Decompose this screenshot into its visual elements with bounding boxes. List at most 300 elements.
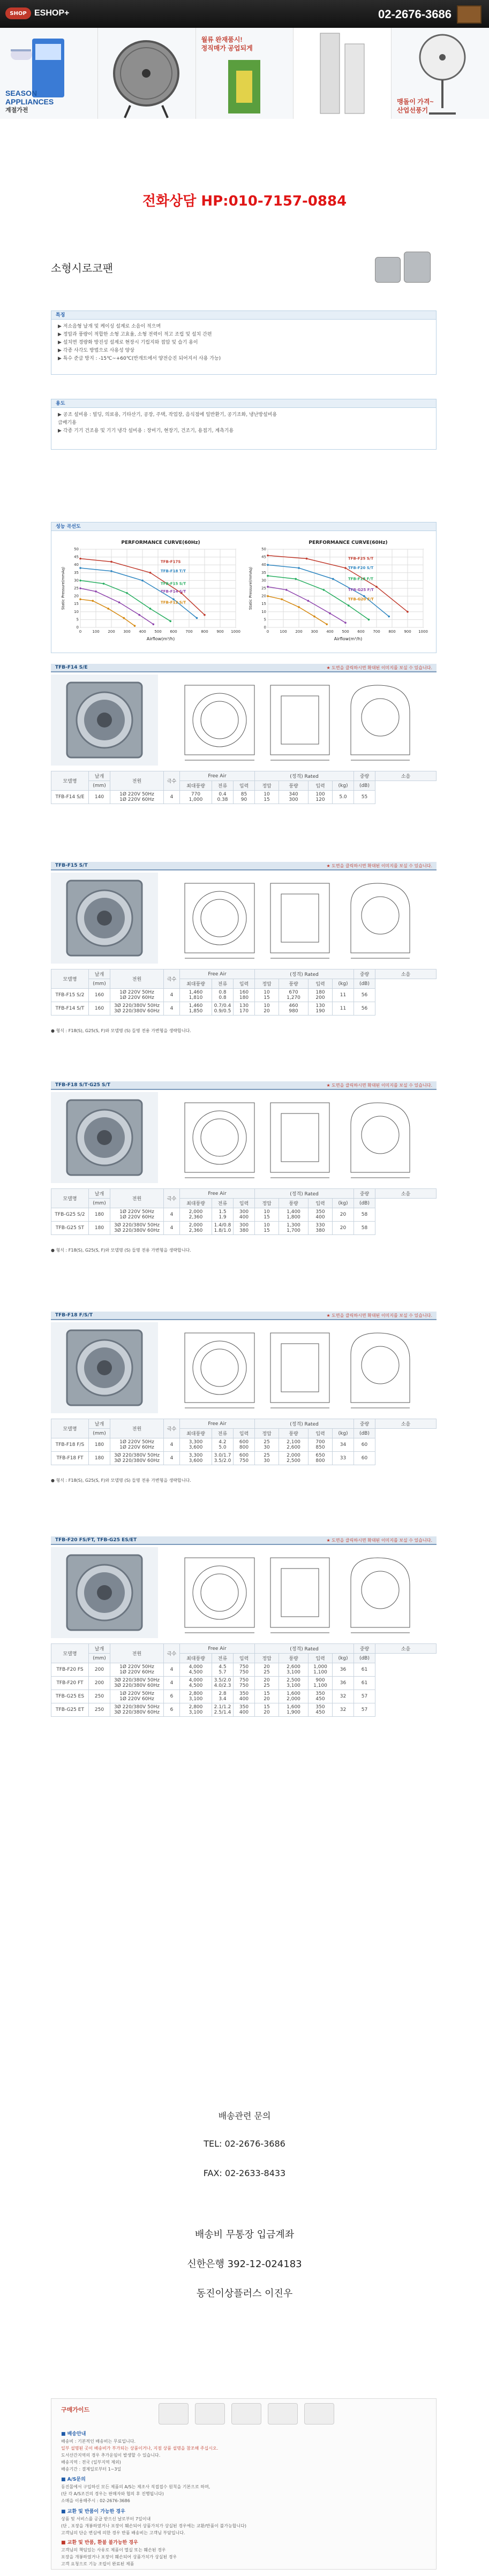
spec-cell-flow: 1,460 1,810	[180, 989, 212, 1002]
data-point	[92, 600, 94, 602]
spec-cell-pole: 4	[164, 1663, 180, 1677]
spec-row	[51, 1663, 437, 1677]
x-tick-label: 500	[154, 630, 162, 634]
guide-exchange	[61, 2509, 425, 2536]
spec-cell-noise: 58	[354, 1208, 375, 1222]
col-header: 전원	[110, 771, 164, 791]
spec-header-row	[51, 781, 437, 791]
spec-cell-flow: 2,000 2,360	[180, 1222, 212, 1235]
dimension-drawing[interactable]	[174, 1322, 431, 1413]
spec-cell-model: TFB-F14 S/E	[51, 791, 89, 804]
spec-cell-flow: 2,800 3,100	[180, 1690, 212, 1703]
spec-table	[51, 1643, 437, 1717]
col-header: 정압	[255, 781, 279, 791]
col-header: 최대풍량	[180, 1429, 212, 1438]
x-tick-label: 0	[266, 630, 269, 634]
col-header: 정압	[255, 1429, 279, 1438]
logo-badge: SHOP	[5, 7, 31, 19]
spec-cell-model: TFB-G25 S/2	[51, 1208, 89, 1222]
spec-cell-power: 3Ø 220/380V 50Hz 3Ø 220/380V 60Hz	[110, 1452, 164, 1465]
uses-list	[51, 408, 436, 438]
spec-cell-rout: 350 400	[309, 1208, 333, 1222]
model-section	[51, 1312, 437, 1485]
x-axis-label: Airflow(m³/h)	[146, 637, 175, 641]
spec-row	[51, 1222, 437, 1235]
x-tick-label: 600	[357, 630, 365, 634]
spec-cell-sp: 10 15	[255, 791, 279, 804]
fan-photo[interactable]	[51, 1547, 158, 1638]
perf-heading: 성능 곡선도	[51, 522, 436, 531]
data-point	[141, 580, 144, 582]
bank-title: 배송비 무통장 입금계좌	[194, 2229, 295, 2240]
spec-cell-output: 300 400	[234, 1208, 255, 1222]
data-point	[344, 622, 347, 624]
bank-account: 신한은행 392-12-024183	[187, 2259, 302, 2270]
bank-holder: 동진이상플러스 이진우	[196, 2288, 293, 2299]
spec-cell-pole: 4	[164, 989, 180, 1002]
data-point	[138, 614, 140, 616]
spec-row	[51, 1677, 437, 1690]
guide-line: (단 각 A/S조건의 경우는 판매자와 협의 후 진행됩니다)	[61, 2491, 164, 2496]
guide-line: 고객 요청으로 기능 조립이 완료된 제품	[61, 2562, 134, 2566]
spec-cell-output: 750 750	[234, 1663, 255, 1677]
col-header: 소음	[375, 771, 437, 781]
model-section	[51, 1536, 437, 1744]
guide-line: 고객님의 책임있는 사유로 제품이 멸실 또는 훼손된 경우	[61, 2548, 166, 2552]
col-header: 모델명	[51, 1419, 89, 1438]
banner-row	[0, 28, 489, 119]
col-header: 전류	[212, 1429, 234, 1438]
y-tick-label: 35	[74, 570, 79, 575]
section-footnote: ● 형식 : F18(S), G25(S, F)와 모델명 (S) 들명 전용 가변형을 생략합니다.	[51, 1478, 191, 1483]
dimension-drawing[interactable]	[174, 1547, 431, 1638]
spec-row	[51, 1703, 437, 1717]
blower-icon	[294, 28, 391, 119]
spec-cell-noise: 57	[354, 1690, 375, 1703]
data-point	[204, 614, 206, 616]
spec-cell-wing: 160	[89, 989, 110, 1002]
col-header: 소음	[375, 1189, 437, 1199]
x-axis-label: Airflow(m³/h)	[334, 637, 363, 641]
col-header: (dB)	[354, 1199, 375, 1208]
spec-table	[51, 1419, 437, 1465]
model-section-label: TFB-F14 S/E	[55, 665, 88, 670]
col-header: 전류	[212, 1199, 234, 1208]
col-header: 입력	[234, 979, 255, 989]
spec-cell-pole: 4	[164, 1438, 180, 1452]
spec-cell-noise: 61	[354, 1677, 375, 1690]
spec-cell-noise: 58	[354, 1222, 375, 1235]
spec-cell-pole: 4	[164, 1208, 180, 1222]
data-point	[134, 625, 136, 627]
col-header: 소음	[375, 1644, 437, 1654]
performance-chart-1	[59, 537, 241, 645]
col-header: 입력	[309, 1429, 333, 1438]
spec-cell-rout: 650 800	[309, 1452, 333, 1465]
y-tick-label: 40	[74, 563, 79, 567]
col-header: 최대풍량	[180, 1199, 212, 1208]
data-point	[407, 611, 409, 613]
guide-as	[61, 2476, 425, 2504]
section-footnote: ● 형식 : F18(S), G25(S, F)와 모델명 (S) 들명 전용 가변형을 생략합니다.	[51, 1028, 191, 1033]
y-tick-label: 50	[261, 547, 266, 551]
product-image	[370, 249, 434, 286]
series-label: TFB-F12 S/T	[161, 600, 186, 605]
data-point	[110, 570, 112, 572]
spec-cell-model: TFB-G25 ES	[51, 1690, 89, 1703]
model-section-header	[51, 664, 437, 672]
data-point	[79, 598, 81, 601]
use-line: ▶ 공조 설비용 : 빌딩, 의료용, 기타산기, 공장, 주택, 작업장, 음식점에 일반환기, 공기조화, 냉난방설비용	[58, 412, 277, 418]
data-point	[298, 567, 300, 569]
section-footnote: ● 형식 : F18(S), G25(S, F)와 모델명 (S) 들명 전용 가변형을 생략합니다.	[51, 1248, 191, 1253]
dimension-drawing[interactable]	[174, 1092, 431, 1183]
logo-text: ESHOP+	[34, 9, 70, 18]
spec-cell-pole: 4	[164, 1222, 180, 1235]
col-header: (dB)	[354, 1654, 375, 1663]
spec-cell-sp: 10 20	[255, 1002, 279, 1016]
guide-title: 구매가이드	[61, 2406, 90, 2413]
guide-shipping	[61, 2431, 425, 2473]
guide-no-refund-title: ■ 교환 및 반품, 환불 불가능한 경우	[61, 2540, 138, 2545]
zoom-note[interactable]: ★ 도면을 클릭하시면 확대된 이미지를 보실 수 있습니다.	[326, 1083, 432, 1088]
spec-cell-power: 1Ø 220V 50Hz 1Ø 220V 60Hz	[110, 1690, 164, 1703]
spec-cell-flow: 3,300 3,600	[180, 1452, 212, 1465]
spec-cell-rflow: 2,600 3,100	[279, 1663, 309, 1677]
phone-icon	[195, 2403, 225, 2425]
col-header: 모델명	[51, 1189, 89, 1208]
spec-row	[51, 1690, 437, 1703]
performance-chart-2	[246, 537, 428, 645]
spec-cell-weight: 20	[333, 1222, 354, 1235]
spec-header-row	[51, 979, 437, 989]
data-point	[295, 578, 297, 580]
zoom-note[interactable]: ★ 도면을 클릭하시면 확대된 이미지를 보실 수 있습니다.	[326, 863, 432, 868]
col-header: (dB)	[354, 781, 375, 791]
y-tick-label: 5	[76, 617, 79, 622]
col-header: 정압	[255, 1654, 279, 1663]
spec-cell-rflow: 1,600 1,900	[279, 1703, 309, 1717]
spec-header-row	[51, 1189, 437, 1199]
col-header: 입력	[309, 979, 333, 989]
col-header: Free Air	[180, 969, 255, 979]
col-header: 극수	[164, 1189, 180, 1208]
spec-cell-weight: 5.0	[333, 791, 354, 804]
spec-cell-current: 3.5/2.0 4.0/2.3	[212, 1677, 234, 1690]
spec-cell-flow: 1,460 1,850	[180, 1002, 212, 1016]
dimension-drawing-graphic	[174, 1092, 431, 1183]
spec-cell-weight: 11	[333, 989, 354, 1002]
zoom-note[interactable]: ★ 도면을 클릭하시면 확대된 이미지를 보실 수 있습니다.	[326, 1313, 432, 1318]
dimension-drawing[interactable]	[174, 675, 431, 766]
spec-cell-sp: 20 25	[255, 1663, 279, 1677]
data-point	[123, 617, 125, 619]
box-icon	[231, 2403, 261, 2425]
data-point	[267, 564, 269, 566]
product-title: 소형시로코팬	[51, 262, 113, 275]
y-tick-label: 20	[261, 594, 266, 598]
col-header: 중량	[354, 1419, 375, 1429]
y-tick-label: 25	[74, 586, 79, 590]
spec-cell-output: 600 750	[234, 1452, 255, 1465]
model-section-header	[51, 1312, 437, 1320]
y-tick-label: 20	[74, 594, 79, 598]
drum-fan-icon	[98, 28, 195, 119]
data-point	[79, 558, 81, 560]
return-icon	[304, 2403, 334, 2425]
col-header: 풍량	[279, 1199, 309, 1208]
banner-fan[interactable]	[98, 28, 196, 119]
spec-cell-power: 3Ø 220/380V 50Hz 3Ø 220/380V 60Hz	[110, 1002, 164, 1016]
spec-header-row	[51, 1429, 437, 1438]
spec-cell-weight: 32	[333, 1703, 354, 1717]
x-tick-label: 100	[92, 630, 100, 634]
uses-box	[51, 399, 437, 450]
col-header: 날개	[89, 1189, 110, 1199]
guide-line: 일부 설명된 곳이 배송비가 부가되는 상품이거나, 지점 상품 설명을 참조해 주십시오.	[61, 2446, 219, 2451]
spec-cell-rout: 330 380	[309, 1222, 333, 1235]
spec-cell-flow: 4,000 4,500	[180, 1677, 212, 1690]
spec-cell-flow: 770 1,000	[180, 791, 212, 804]
store-icon	[457, 5, 482, 24]
spec-cell-output: 750 750	[234, 1677, 255, 1690]
spec-cell-pole: 6	[164, 1703, 180, 1717]
spec-cell-output: 350 400	[234, 1690, 255, 1703]
banner-tower[interactable]	[294, 28, 392, 119]
spec-cell-rflow: 340 300	[279, 791, 309, 804]
model-section-label: TFB-F20 FS/FT, TFB-G25 ES/ET	[55, 1537, 137, 1543]
spec-cell-current: 1.5 1.9	[212, 1208, 234, 1222]
data-point	[95, 590, 97, 593]
spec-cell-power: 1Ø 220V 50Hz 1Ø 220V 60Hz	[110, 1208, 164, 1222]
col-header: 극수	[164, 969, 180, 989]
spec-cell-sp: 10 15	[255, 1208, 279, 1222]
fan-photo[interactable]	[51, 1092, 158, 1183]
col-header: 전원	[110, 1644, 164, 1663]
spec-cell-flow: 4,000 4,500	[180, 1663, 212, 1677]
card-icon	[268, 2403, 298, 2425]
guide-line: 소매을 이용해주시 : 02-2676-3686	[61, 2498, 130, 2503]
col-header: 극수	[164, 771, 180, 791]
spec-cell-noise: 60	[354, 1438, 375, 1452]
spec-table	[51, 771, 437, 804]
spec-cell-wing: 180	[89, 1208, 110, 1222]
feature-line: ▶ 저소음형 날개 및 케이싱 설계로 소음이 적으며	[58, 324, 161, 329]
col-header: Free Air	[180, 1189, 255, 1199]
purchase-guide	[51, 2398, 437, 2570]
data-point	[332, 578, 334, 580]
use-line: 급배기용	[58, 420, 77, 426]
col-header: 모델명	[51, 969, 89, 989]
spec-cell-weight: 32	[333, 1690, 354, 1703]
fan-photo[interactable]	[51, 873, 158, 964]
spec-cell-current: 0.8 0.8	[212, 989, 234, 1002]
chart-title: PERFORMANCE CURVE(60Hz)	[121, 540, 200, 545]
spec-cell-noise: 61	[354, 1663, 375, 1677]
spec-cell-rout: 130 190	[309, 1002, 333, 1016]
col-header: 날개	[89, 1419, 110, 1429]
zoom-note[interactable]: ★ 도면을 클릭하시면 확대된 이미지를 보실 수 있습니다.	[326, 665, 432, 670]
dimension-drawing[interactable]	[174, 873, 431, 964]
col-header: 전류	[212, 979, 234, 989]
col-header: 정압	[255, 1199, 279, 1208]
col-header: 중량	[354, 1644, 375, 1654]
y-tick-label: 5	[264, 617, 266, 622]
spec-cell-noise: 60	[354, 1452, 375, 1465]
data-point	[267, 595, 269, 597]
col-header: 최대풍량	[180, 979, 212, 989]
spec-cell-noise: 56	[354, 1002, 375, 1016]
col-header: 풍량	[279, 979, 309, 989]
col-header: 소음	[375, 1419, 437, 1429]
col-header: (정격) Rated	[255, 1644, 354, 1654]
spec-cell-noise: 56	[354, 989, 375, 1002]
col-header: 입력	[234, 1199, 255, 1208]
spec-cell-flow: 2,000 2,360	[180, 1208, 212, 1222]
spec-cell-weight: 20	[333, 1208, 354, 1222]
spec-cell-current: 4.2 5.0	[212, 1438, 234, 1452]
guide-line: 배송기간 : 결제일로부터 1~3일	[61, 2467, 122, 2472]
col-header: 입력	[234, 1429, 255, 1438]
fan-photo-graphic	[51, 873, 158, 964]
data-point	[344, 567, 347, 569]
spec-cell-output: 350 400	[234, 1703, 255, 1717]
col-header: 극수	[164, 1419, 180, 1438]
col-header: 전류	[212, 781, 234, 791]
spec-cell-model: TFB-F14 S/T	[51, 1002, 89, 1016]
spec-cell-model: TFB-F20 FT	[51, 1677, 89, 1690]
spec-cell-wing: 200	[89, 1663, 110, 1677]
spec-cell-power: 1Ø 220V 50Hz 1Ø 220V 60Hz	[110, 1663, 164, 1677]
x-tick-label: 200	[108, 630, 115, 634]
col-header: (정격) Rated	[255, 969, 354, 979]
col-header: (mm)	[89, 1654, 110, 1663]
data-point	[348, 604, 350, 607]
col-header: 최대풍량	[180, 1654, 212, 1663]
banner-promo[interactable]	[196, 28, 294, 119]
features-box	[51, 310, 437, 375]
spec-cell-model: TFB-G25 ET	[51, 1703, 89, 1717]
y-tick-label: 40	[261, 563, 266, 567]
col-header: (kg)	[333, 1654, 354, 1663]
data-point	[298, 606, 300, 608]
spec-cell-rout: 700 850	[309, 1438, 333, 1452]
spec-cell-wing: 180	[89, 1222, 110, 1235]
fan-photo-graphic	[51, 1322, 158, 1413]
consult-phone: 전화상담 HP:010-7157-0884	[142, 193, 347, 209]
spec-cell-rflow: 460 980	[279, 1002, 309, 1016]
guide-line: 포장을 개봉하였거나 포장이 훼손되어 상품가치가 상실된 경우	[61, 2555, 177, 2559]
spec-cell-rflow: 1,600 2,000	[279, 1690, 309, 1703]
spec-cell-power: 1Ø 220V 50Hz 1Ø 220V 60Hz	[110, 989, 164, 1002]
dimension-drawing-graphic	[174, 873, 431, 964]
y-axis-label: Static Pressure(mmAq)	[61, 566, 65, 610]
spec-cell-wing: 200	[89, 1677, 110, 1690]
spec-cell-current: 1.4/0.8 1.8/1.0	[212, 1222, 234, 1235]
guide-no-refund	[61, 2540, 425, 2567]
col-header: (mm)	[89, 1199, 110, 1208]
spec-cell-sp: 20 25	[255, 1677, 279, 1690]
spec-cell-rflow: 2,100 2,600	[279, 1438, 309, 1452]
data-point	[368, 619, 370, 621]
y-tick-label: 0	[76, 625, 79, 630]
fan-photo[interactable]	[51, 675, 158, 766]
dimension-drawing-graphic	[174, 675, 431, 766]
feature-line: ▶ 정압과 풍량이 적합한 소형 고효율, 소형 전력이 적고 조립 및 설치 간편	[58, 332, 212, 337]
col-header: 풍량	[279, 1429, 309, 1438]
data-point	[110, 561, 112, 563]
col-header: 최대풍량	[180, 781, 212, 791]
spec-cell-current: 2.8 3.4	[212, 1690, 234, 1703]
col-header: 입력	[234, 781, 255, 791]
fan-photo-graphic	[51, 1547, 158, 1638]
col-header: 소음	[375, 969, 437, 979]
spec-header-row	[51, 1644, 437, 1654]
data-point	[281, 598, 283, 601]
col-header: (kg)	[333, 1429, 354, 1438]
spec-header-row	[51, 1419, 437, 1429]
dimension-drawing-graphic	[174, 1547, 431, 1638]
guide-exchange-title: ■ 교환 및 반품이 가능한 경우	[61, 2509, 125, 2514]
y-axis-label: Static Pressure(mmAq)	[249, 566, 253, 610]
y-tick-label: 30	[261, 578, 266, 583]
guide-line: 배송지역 : 전국 (일부지역 제외)	[61, 2460, 121, 2465]
data-point	[267, 555, 269, 557]
col-header: (mm)	[89, 979, 110, 989]
col-header: 풍량	[279, 781, 309, 791]
banner-season[interactable]	[0, 28, 98, 119]
series-label: TFB-F14 S/T	[161, 589, 186, 594]
col-header: 입력	[234, 1654, 255, 1663]
x-tick-label: 800	[388, 630, 396, 634]
uses-heading: 용도	[51, 399, 436, 408]
model-section-label: TFB-F18 S/T·G25 S/T	[55, 1082, 110, 1088]
spec-cell-output: 130 170	[234, 1002, 255, 1016]
y-tick-label: 0	[264, 625, 266, 630]
x-tick-label: 1000	[231, 630, 240, 634]
y-tick-label: 10	[74, 609, 79, 614]
spec-row	[51, 1452, 437, 1465]
col-header: Free Air	[180, 1644, 255, 1654]
y-tick-label: 50	[74, 547, 79, 551]
y-tick-label: 35	[261, 570, 266, 575]
col-header: (정격) Rated	[255, 1189, 354, 1199]
data-point	[285, 589, 288, 591]
col-header: 모델명	[51, 771, 89, 791]
spec-cell-rflow: 670 1,270	[279, 989, 309, 1002]
model-section-header	[51, 1536, 437, 1545]
spec-cell-pole: 4	[164, 1002, 180, 1016]
data-point	[126, 592, 128, 594]
feature-line: ▶ 설치면 경량화 방진성 설계로 현장시 기립지와 접압 및 습기 용이	[58, 340, 198, 345]
header-phone: 02-2676-3686	[378, 7, 452, 21]
x-tick-label: 400	[139, 630, 146, 634]
x-tick-label: 1000	[418, 630, 428, 634]
spec-cell-sp: 15 20	[255, 1703, 279, 1717]
logo[interactable]	[5, 6, 69, 20]
banner-industrial[interactable]	[392, 28, 489, 119]
zoom-note[interactable]: ★ 도면을 클릭하시면 확대된 이미지를 보실 수 있습니다.	[326, 1538, 432, 1543]
guide-line: 고객님의 단순 변심에 의한 경우 반품 배송비는 고객님 부담입니다.	[61, 2530, 185, 2535]
fan-photo[interactable]	[51, 1322, 158, 1413]
spec-cell-model: TFB-G25 ST	[51, 1222, 89, 1235]
col-header: (kg)	[333, 979, 354, 989]
spec-cell-wing: 180	[89, 1438, 110, 1452]
col-header: (mm)	[89, 1429, 110, 1438]
banner-promo-caption: 월류 완재품시! 정직매가 공업되게	[201, 36, 253, 52]
col-header: 날개	[89, 1644, 110, 1654]
model-section-label: TFB-F18 F/S/T	[55, 1313, 93, 1318]
